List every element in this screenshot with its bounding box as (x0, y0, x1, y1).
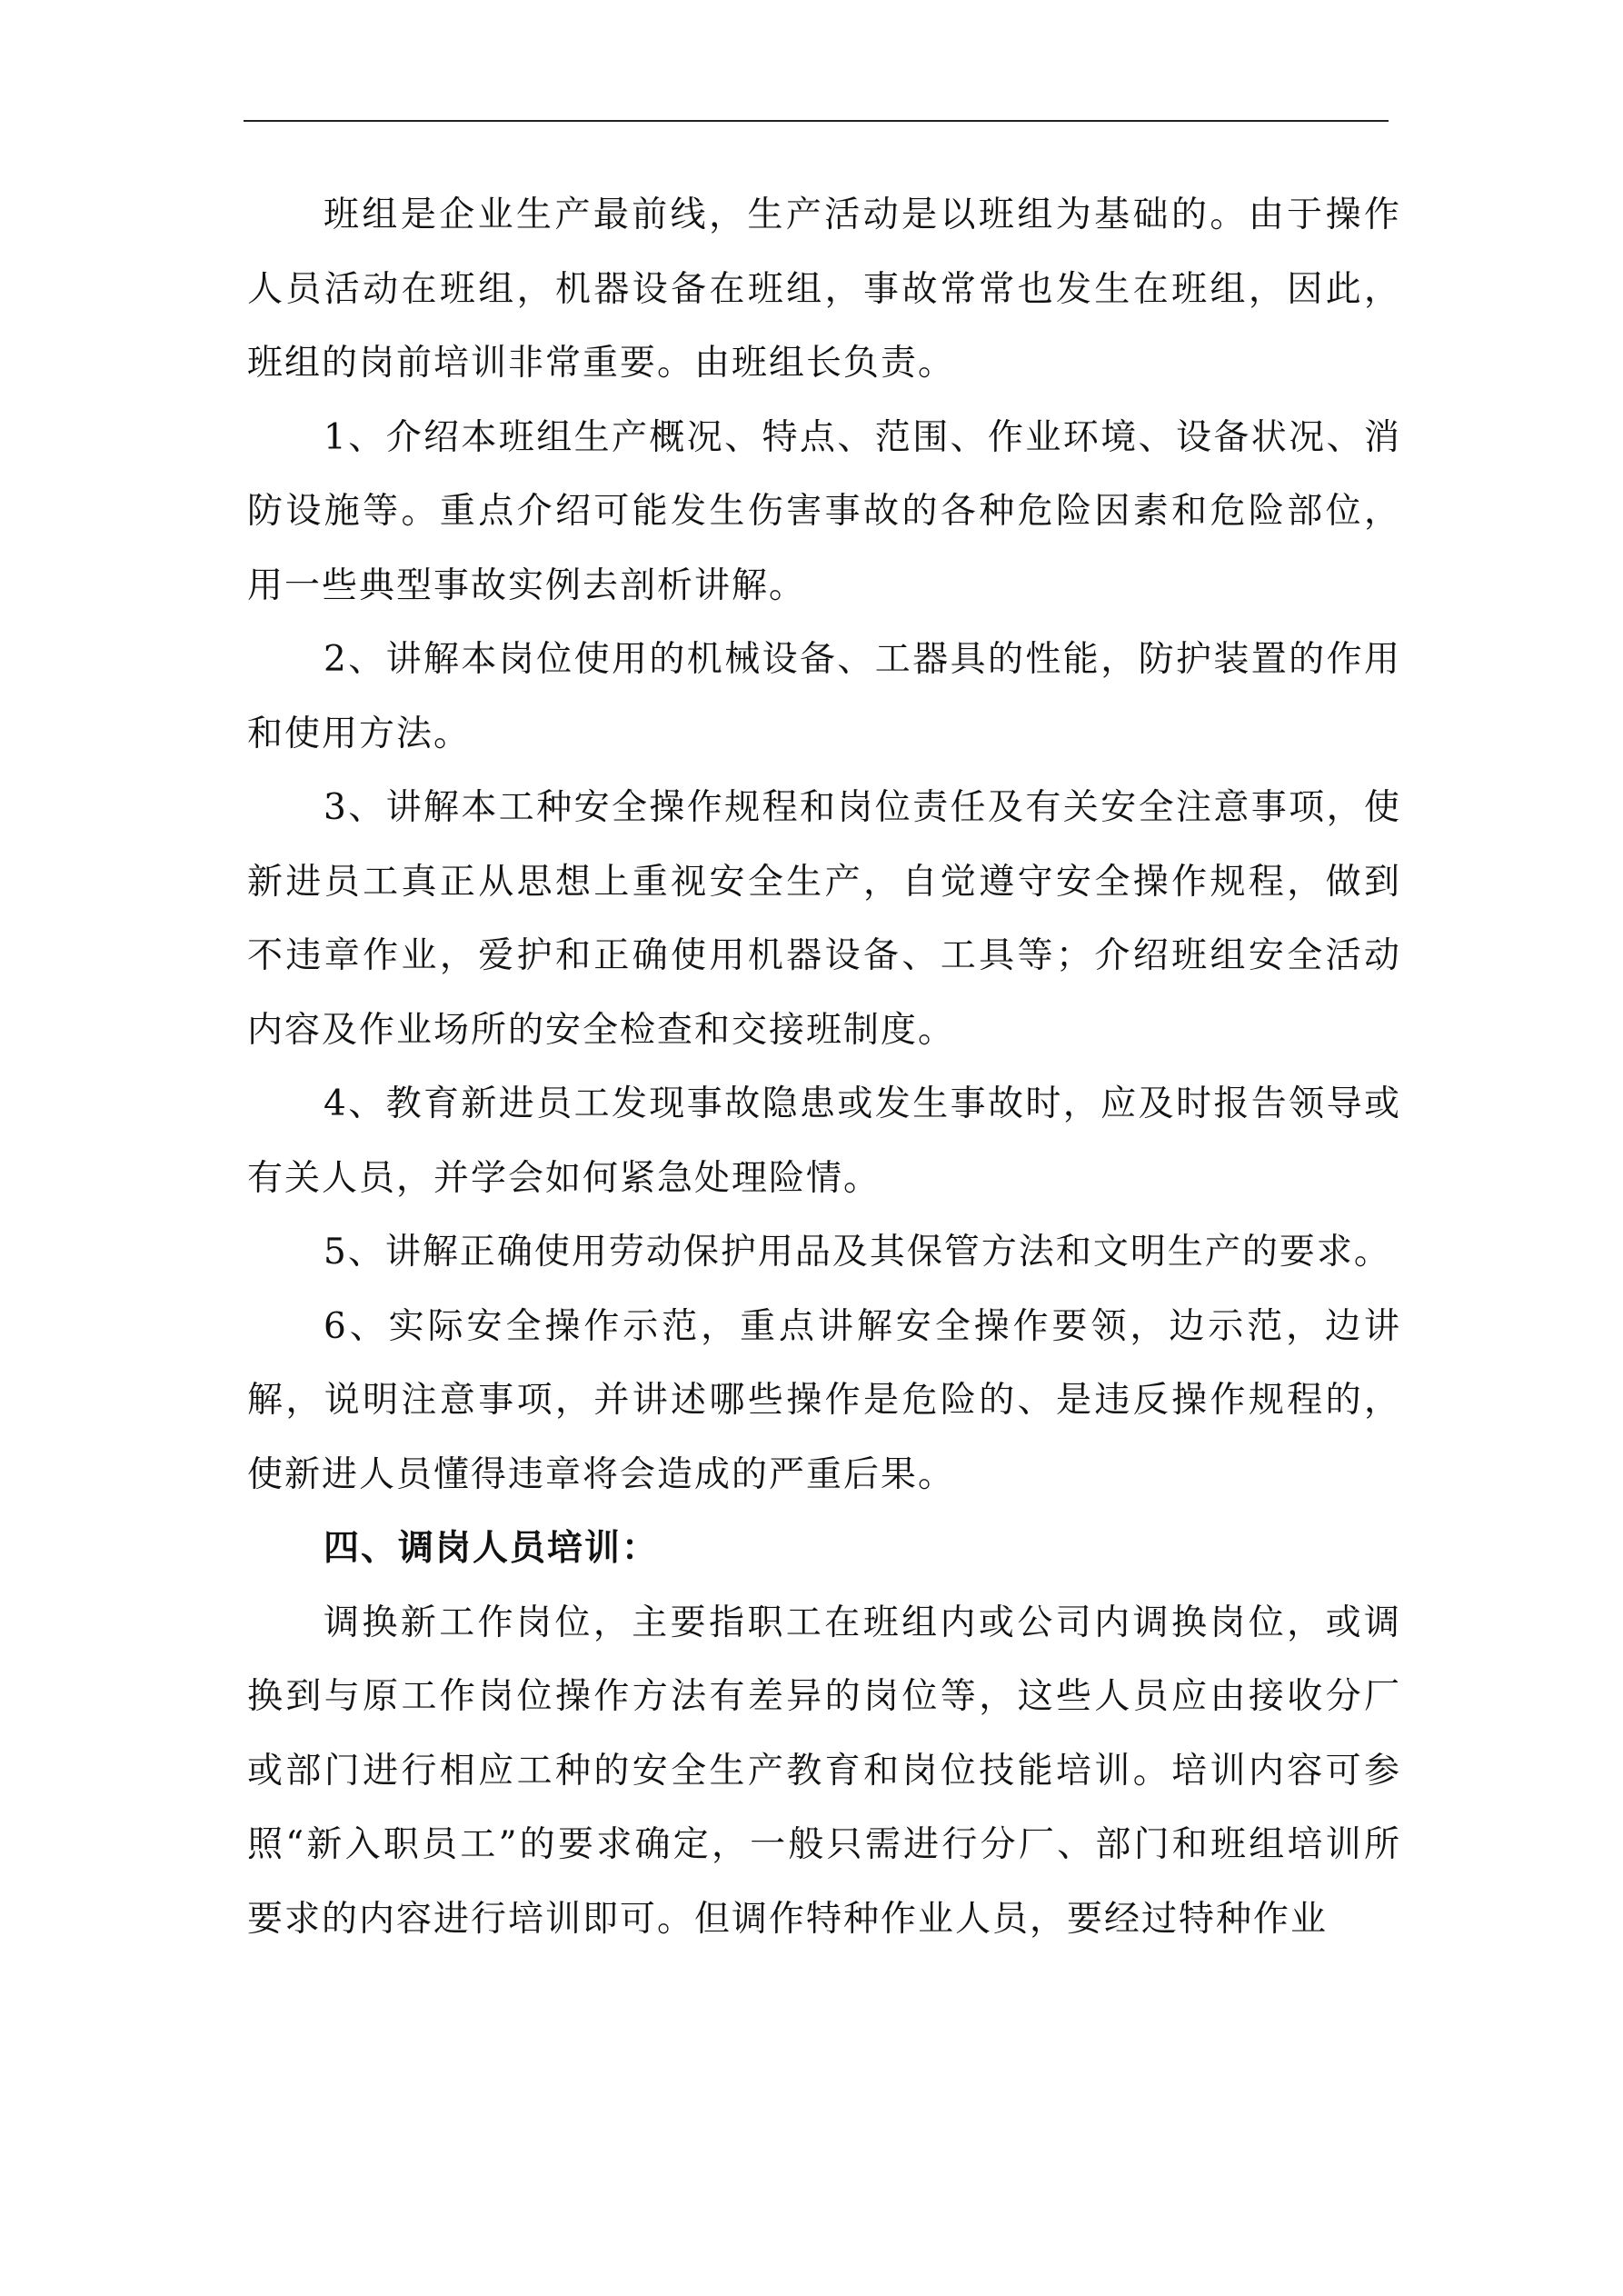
header-rule (244, 120, 1389, 122)
paragraph-intro: 班组是企业生产最前线，生产活动是以班组为基础的。由于操作人员活动在班组，机器设备在班组，事故常常也发生在班组，因此，班组的岗前培训非常重要。由班组长负责。 (247, 195, 1401, 384)
paragraph-item-1: 1、介绍本班组生产概况、特点、范围、作业环境、设备状况、消防设施等。重点介绍可能发生伤害事故的各种危险因素和危险部位，用一些典型事故实例去剖析讲解。 (247, 416, 1401, 606)
document-body (247, 178, 1401, 1956)
section-heading: 四、调岗人员培训： (324, 1527, 660, 1569)
paragraph-item-5: 5、讲解正确使用劳动保护用品及其保管方法和文明生产的要求。 (324, 1232, 1391, 1273)
section-paragraph: 调换新工作岗位，主要指职工在班组内或公司内调换岗位，或调换到与原工作岗位操作方法有差异的岗位等，这些人员应由接收分厂或部门进行相应工种的安全生产教育和岗位技能培训。培训内容可参照“新入职员工”的要求确定，一般只需进行分厂、部门和班组培训所要求的内容进行培训即可。但调作特种作业人员，要经过特种作业 (247, 1602, 1401, 1940)
paragraph-item-4: 4、教育新进员工发现事故隐患或发生事故时，应及时报告领导或有关人员，并学会如何紧急处理险情。 (247, 1083, 1401, 1199)
paragraph-item-6: 6、实际安全操作示范，重点讲解安全操作要领，边示范，边讲解，说明注意事项，并讲述哪些操作是危险的、是违反操作规程的，使新进人员懂得违章将会造成的严重后果。 (247, 1305, 1401, 1495)
paragraph-item-3: 3、讲解本工种安全操作规程和岗位责任及有关安全注意事项，使新进员工真正从思想上重视安全生产，自觉遵守安全操作规程，做到不违章作业，爱护和正确使用机器设备、工具等；介绍班组安全活动内容及作业场所的安全检查和交接班制度。 (247, 787, 1401, 1051)
paragraph-item-2: 2、讲解本岗位使用的机械设备、工器具的性能，防护装置的作用和使用方法。 (247, 639, 1401, 754)
